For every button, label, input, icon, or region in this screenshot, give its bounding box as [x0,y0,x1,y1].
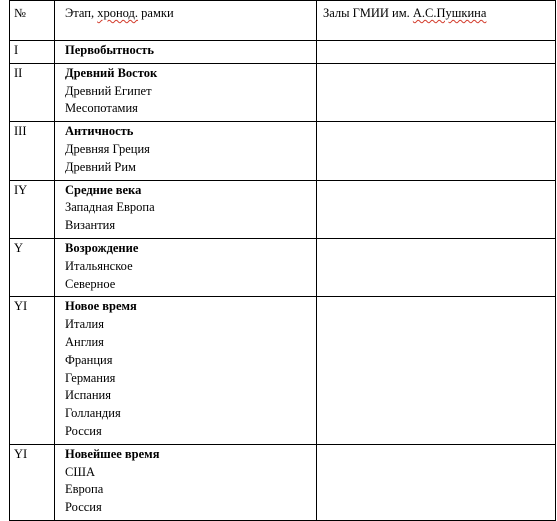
stages-table [9,0,556,521]
row-number [10,180,55,238]
stage-item: Европа [65,482,104,497]
row-number [10,122,55,180]
row-number [10,63,55,121]
stage-item: Западная Европа [65,200,155,215]
table-row [10,297,556,444]
stages-body [10,41,556,521]
stage-cell [55,122,317,180]
hall-cell [317,444,556,520]
hall-cell [317,41,556,64]
stage-item: США [65,464,95,479]
header-stage-misspelled: хронод. [97,6,139,20]
header-stage [55,1,317,41]
row-number-text: III [14,124,27,139]
hall-cell [317,122,556,180]
header-num-text: № [14,6,26,20]
header-halls-misspelled: А.С.Пушкина [412,6,487,20]
row-number [10,444,55,520]
header-halls-prefix: Залы ГМИИ им. [323,6,413,20]
header-num [10,1,55,41]
table-row [10,238,556,296]
stage-title: Возрождение [65,240,139,255]
row-number-text: YI [14,446,28,461]
header-row [10,1,556,41]
header-halls [317,1,556,41]
hall-cell [317,63,556,121]
stage-item: Древняя Греция [65,141,150,156]
stage-title: Средние века [65,182,142,197]
table-row [10,180,556,238]
table-row [10,63,556,121]
table-row [10,41,556,64]
hall-cell [317,297,556,444]
stage-item: Англия [65,334,104,349]
header-stage-prefix: Этап, [65,6,98,20]
stage-title: Античность [65,124,134,139]
table-row [10,122,556,180]
row-number [10,41,55,64]
stage-title: Новейшее время [65,446,160,461]
table-row [10,444,556,520]
stage-title: Древний Восток [65,65,158,80]
stage-cell [55,63,317,121]
stage-item: Византия [65,218,116,233]
header-stage-suffix: рамки [138,6,174,20]
row-number-text: I [14,43,19,57]
stage-title: Новое время [65,299,137,314]
row-number-text: Y [14,240,24,255]
stage-item: Северное [65,276,116,291]
stage-cell [55,297,317,444]
row-number-text: IY [14,182,28,197]
hall-cell [317,180,556,238]
stage-cell [55,180,317,238]
row-number [10,297,55,444]
stage-cell [55,444,317,520]
row-number-text: YI [14,299,28,314]
stage-item: Древний Рим [65,159,136,174]
stage-item: Месопотамия [65,101,138,116]
stage-item: Голландия [65,406,121,421]
hall-cell [317,238,556,296]
stage-item: Германия [65,370,116,385]
stage-title: Первобытность [65,43,155,57]
stage-item: Итальянское [65,258,133,273]
stage-item: Франция [65,352,113,367]
row-number [10,238,55,296]
stage-item: Россия [65,423,102,438]
stage-item: Древний Египет [65,83,152,98]
stage-item: Россия [65,500,102,515]
row-number-text: II [14,65,23,80]
stage-item: Испания [65,388,111,403]
stage-cell [55,238,317,296]
stage-cell [55,41,317,64]
stage-item: Италия [65,317,104,332]
